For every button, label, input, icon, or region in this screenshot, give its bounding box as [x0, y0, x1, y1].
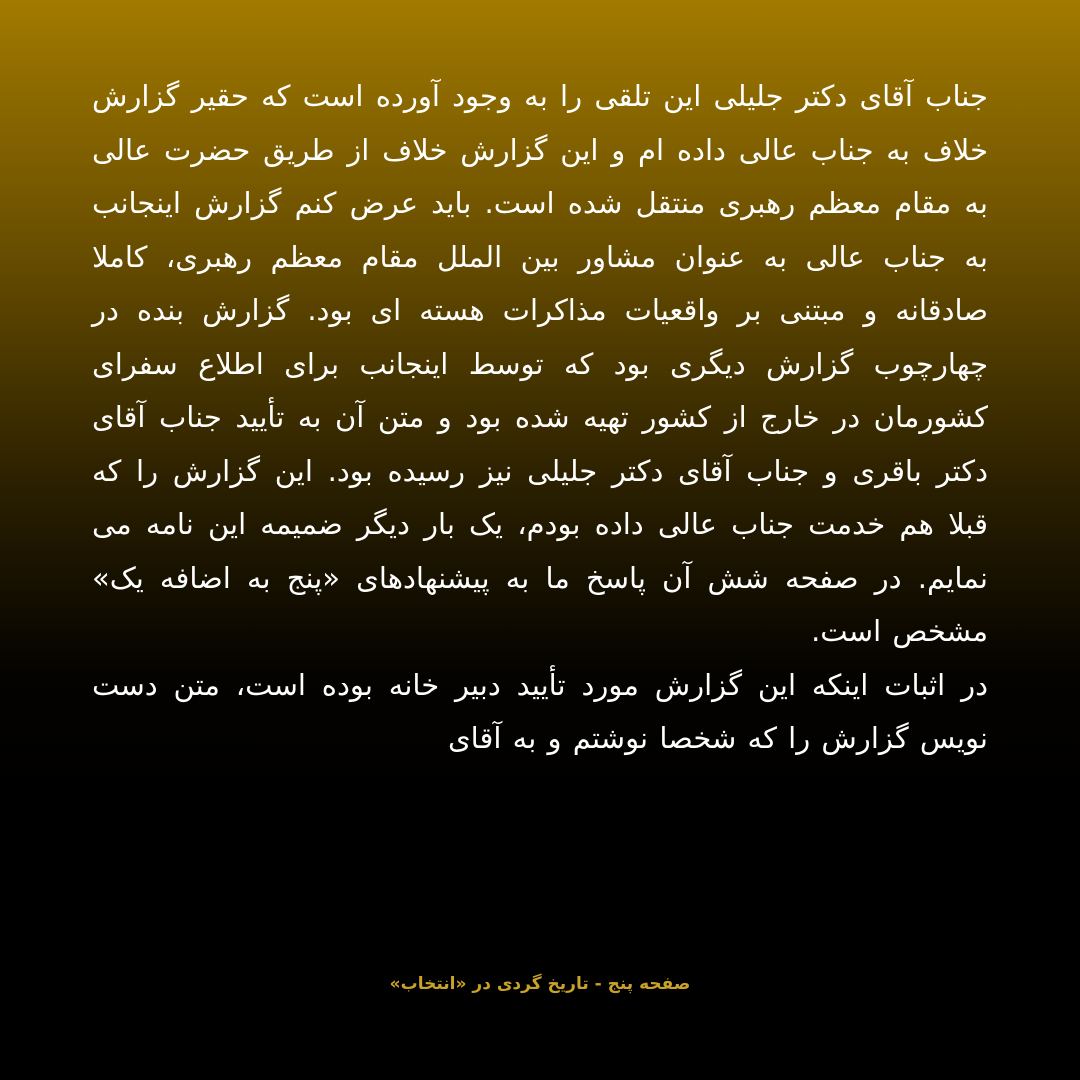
- letter-paragraph-1: جناب آقای دکتر جلیلی این تلقی را به وجود آورده است که حقیر گزارش خلاف به جناب عالی داده ام و این گزارش خلاف از طریق حضرت عالی به مقام معظم رهبری منتقل شده است. باید عرض کنم گزارش اینجانب به جناب عالی به عنوان مشاور بین الملل مقام معظم رهبری، کاملا صادقانه و مبتنی بر واقعیات مذاکرات هسته ای بود. گزارش بنده در چهارچوب گزارش دیگری بود که توسط اینجانب برای اطلاع سفرای کشورمان در خارج از کشور تهیه شده بود و متن آن به تأیید جناب آقای دکتر باقری و جناب آقای دکتر جلیلی نیز رسیده بود. این گزارش را که قبلا هم خدمت جناب عالی داده بودم، یک بار دیگر ضمیمه این نامه می نمایم. در صفحه شش آن پاسخ ما به پیشنهادهای «پنج به اضافه یک» مشخص است.: [92, 79, 988, 648]
- letter-paragraph-2: در اثبات اینکه این گزارش مورد تأیید دبیر خانه بوده است، متن دست نویس گزارش را که شخصا نوشتم و به آقای: [92, 667, 988, 755]
- letter-text-block: [92, 70, 988, 766]
- page-footer-caption: صفحه پنج - تاریخ گردی در «انتخاب»: [389, 974, 691, 994]
